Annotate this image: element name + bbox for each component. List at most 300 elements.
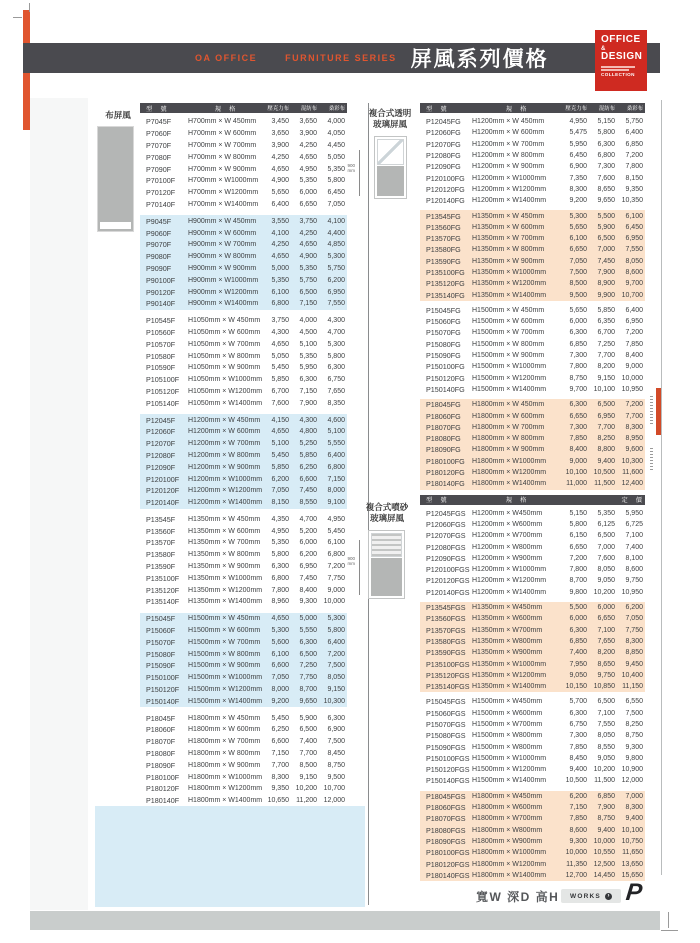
price-mulberry-cell: 9,800 [625, 754, 643, 762]
model-cell: P7080F [146, 152, 172, 162]
price-blend-cell: 9,400 [597, 826, 615, 834]
works-badge [561, 889, 621, 903]
price-group [140, 514, 347, 608]
vertical-caption-text [650, 448, 653, 472]
spec-cell: H1350mm × W700mm [472, 626, 543, 634]
spec-cell: H1500mm × W 900mm [472, 352, 545, 360]
price-mulberry-cell: 7,200 [625, 401, 643, 409]
spec-cell: H1800mm × W 450mm [472, 401, 545, 409]
spec-cell: H1800mm × W1400mm [472, 480, 547, 488]
model-cell: P120140F [146, 498, 180, 508]
table-row [420, 741, 645, 752]
spec-cell: H1500mm × W1400mm [472, 777, 547, 785]
logo-collection: COLLECTION [601, 72, 635, 78]
spec-cell: H1800mm × W 600mm [188, 726, 261, 734]
price-blend-cell: 6,000 [299, 189, 317, 197]
price-acrylic-cell: 10,500 [565, 777, 587, 785]
price-mulberry-cell: 7,200 [625, 152, 643, 160]
price-blend-cell: 6,650 [299, 200, 317, 208]
price-blend-cell: 9,900 [597, 291, 615, 299]
model-cell: P18080F [146, 749, 176, 759]
table-row [140, 199, 347, 211]
spec-cell: H1200mm × W 600mm [472, 129, 545, 137]
price-mulberry-cell: 10,900 [621, 766, 643, 774]
price-blend-cell: 9,650 [597, 197, 615, 205]
model-cell: P135100F [146, 573, 180, 583]
price-mulberry-cell: 10,000 [323, 598, 345, 606]
table-row [140, 497, 347, 509]
model-cell: P120100FGS [426, 565, 470, 575]
price-mulberry-cell: 9,450 [625, 660, 643, 668]
price-acrylic-cell: 6,750 [569, 720, 587, 728]
price-mulberry-cell: 4,450 [327, 141, 345, 149]
spec-cell: H1500mm × W1200mm [472, 374, 547, 382]
price-mulberry-cell: 8,600 [625, 566, 643, 574]
table-row [420, 116, 645, 127]
table-row [140, 672, 347, 684]
price-group [420, 696, 645, 786]
spec-cell: H1500mm × W 700mm [472, 329, 545, 337]
price-acrylic-cell: 5,850 [271, 376, 289, 384]
price-acrylic-cell: 5,100 [271, 440, 289, 448]
price-acrylic-cell: 6,250 [271, 726, 289, 734]
spec-cell: H1350mm × W 800mm [472, 246, 545, 254]
dimension-legend: 寬W 深D 高H [476, 890, 560, 904]
office-design-logo [595, 30, 647, 91]
price-acrylic-cell: 6,850 [569, 637, 587, 645]
price-blend-cell: 5,850 [299, 451, 317, 459]
table-row [140, 461, 347, 473]
price-blend-cell: 6,850 [597, 792, 615, 800]
price-mulberry-cell: 5,050 [327, 153, 345, 161]
table-row [420, 399, 645, 410]
model-cell: P12080FGS [426, 542, 466, 552]
model-cell: P10590F [146, 363, 176, 373]
col-list-price: 定 價 [621, 497, 643, 504]
table-row [140, 636, 347, 648]
table-row [140, 584, 347, 596]
table-row [140, 525, 347, 537]
model-cell: P12045FG [426, 117, 461, 127]
spec-cell: H1050mm × W1000mm [188, 376, 263, 384]
price-mulberry-cell: 15,650 [621, 871, 643, 879]
works-label: WORKS [570, 892, 601, 900]
price-blend-cell: 14,450 [593, 871, 615, 879]
model-cell: P135100FGS [426, 659, 470, 669]
price-blend-cell: 4,800 [299, 428, 317, 436]
table-row [420, 184, 645, 195]
table-row [140, 350, 347, 362]
price-blend-cell: 10,200 [593, 766, 615, 774]
price-blend-cell: 6,300 [597, 140, 615, 148]
col-model: 型 號 [426, 497, 448, 504]
price-mulberry-cell: 5,800 [327, 177, 345, 185]
price-blend-cell: 8,500 [299, 761, 317, 769]
spec-cell: H1500mm × W1200mm [472, 766, 547, 774]
spec-cell: H1350mm × W1400mm [472, 683, 547, 691]
price-acrylic-cell: 5,450 [271, 714, 289, 722]
col-mulberry: 桑彩布 [328, 106, 345, 112]
price-mulberry-cell: 6,400 [327, 451, 345, 459]
model-cell: P120140FGS [426, 587, 470, 597]
price-mulberry-cell: 6,950 [625, 318, 643, 326]
spec-cell: H1800mm × W450mm [472, 792, 543, 800]
spec-cell: H1350mm × W800mm [472, 637, 543, 645]
price-mulberry-cell: 10,400 [621, 671, 643, 679]
spec-cell: H700mm × W 450mm [188, 118, 257, 126]
spec-cell: H1350mm × W1000mm [472, 660, 547, 668]
table-row [140, 783, 347, 795]
price-acrylic-cell: 4,300 [271, 328, 289, 336]
model-cell: P120120FGS [426, 576, 470, 586]
price-acrylic-cell: 6,800 [271, 300, 289, 308]
price-blend-cell: 8,550 [299, 499, 317, 507]
price-acrylic-cell: 5,150 [569, 509, 587, 517]
table-row [140, 648, 347, 660]
price-blend-cell: 5,800 [597, 129, 615, 137]
price-mulberry-cell: 7,750 [327, 574, 345, 582]
price-group [140, 215, 347, 309]
frosted-glass-groups [420, 508, 645, 882]
table-row [140, 116, 347, 128]
spec-cell: H1500mm × W 450mm [188, 615, 261, 623]
model-cell: P18070F [146, 737, 176, 747]
model-cell: P13590FG [426, 256, 461, 266]
model-cell: P13560F [146, 526, 176, 536]
model-cell: P13560FGS [426, 614, 466, 624]
col-model: 型 號 [426, 105, 448, 113]
col-acrylic: 壓克力布 [267, 106, 289, 112]
price-acrylic-cell: 7,300 [569, 732, 587, 740]
frosted-pane [371, 533, 402, 557]
model-cell: P180100FG [426, 456, 465, 466]
price-acrylic-cell: 8,450 [569, 754, 587, 762]
price-acrylic-cell: 5,500 [569, 604, 587, 612]
price-blend-cell: 4,000 [299, 317, 317, 325]
price-mulberry-cell: 8,100 [625, 554, 643, 562]
table-row [420, 278, 645, 289]
spec-cell: H1050mm × W 450mm [188, 317, 261, 325]
price-mulberry-cell: 6,900 [327, 726, 345, 734]
model-cell: P70120F [146, 188, 176, 198]
price-blend-cell: 10,000 [593, 837, 615, 845]
price-mulberry-cell: 6,850 [625, 140, 643, 148]
price-acrylic-cell: 7,850 [569, 435, 587, 443]
price-mulberry-cell: 9,500 [327, 773, 345, 781]
price-blend-cell: 10,100 [593, 385, 615, 393]
model-cell: P15060FG [426, 317, 461, 327]
price-mulberry-cell: 5,300 [327, 253, 345, 261]
price-acrylic-cell: 12,700 [565, 871, 587, 879]
price-acrylic-cell: 6,000 [569, 615, 587, 623]
table-row [140, 549, 347, 561]
price-blend-cell: 7,900 [597, 269, 615, 276]
spec-cell: H1200mm × W1000mm [472, 174, 547, 182]
price-mulberry-cell: 5,800 [327, 352, 345, 360]
price-blend-cell: 6,600 [299, 475, 317, 483]
spec-cell: H1800mm × W1000mm [472, 457, 547, 465]
model-cell: P135140FGS [426, 682, 470, 692]
p-brand-logo: P [624, 879, 644, 906]
price-acrylic-cell: 8,300 [569, 185, 587, 193]
price-mulberry-cell: 5,750 [327, 264, 345, 272]
spec-cell: H1200mm × W 700mm [472, 140, 545, 148]
table-row [140, 227, 347, 239]
price-mulberry-cell: 9,400 [625, 815, 643, 823]
price-mulberry-cell: 8,400 [625, 352, 643, 360]
model-cell: P12045F [146, 415, 176, 425]
price-blend-cell: 7,900 [299, 399, 317, 407]
price-acrylic-cell: 7,300 [569, 423, 587, 431]
table-row [420, 647, 645, 658]
model-cell: P18090FG [426, 445, 461, 455]
spec-cell: H1800mm × W1200mm [472, 469, 547, 477]
price-acrylic-cell: 10,000 [565, 849, 587, 857]
model-cell: P18080FGS [426, 825, 466, 835]
clear-glass-screen-illustration [374, 136, 407, 199]
price-blend-cell: 6,300 [299, 376, 317, 384]
table-row [420, 624, 645, 635]
price-mulberry-cell: 8,150 [625, 174, 643, 182]
spec-cell: H1800mm × W800mm [472, 826, 543, 834]
price-blend-cell: 7,450 [299, 487, 317, 495]
spec-cell: H1350mm × W1000mm [188, 574, 263, 582]
price-blend-cell: 11,500 [594, 480, 615, 488]
table-row [140, 795, 347, 807]
spec-cell: H1500mm × W800mm [472, 732, 543, 740]
table-row [420, 456, 645, 467]
spec-cell: H1500mm × W1000mm [188, 674, 263, 682]
spec-cell: H1200mm × W700mm [472, 532, 543, 540]
price-acrylic-cell: 6,100 [569, 235, 587, 243]
price-blend-cell: 3,650 [299, 118, 317, 126]
price-acrylic-cell: 5,650 [569, 306, 587, 314]
model-cell: P12060FG [426, 128, 461, 138]
price-mulberry-cell: 10,100 [621, 826, 643, 834]
price-mulberry-cell: 8,000 [327, 487, 345, 495]
model-cell: P7045F [146, 117, 172, 127]
model-cell: P10560F [146, 327, 176, 337]
price-acrylic-cell: 5,800 [569, 520, 587, 528]
price-blend-cell: 4,900 [299, 253, 317, 261]
price-mulberry-cell: 8,750 [625, 732, 643, 740]
price-blend-cell: 4,950 [299, 165, 317, 173]
spec-cell: H1200mm × W1200mm [472, 185, 547, 193]
price-mulberry-cell: 7,200 [625, 329, 643, 337]
model-cell: P9070F [146, 240, 172, 250]
price-mulberry-cell: 8,850 [625, 649, 643, 657]
price-acrylic-cell: 7,500 [569, 269, 587, 276]
model-cell: P12080FG [426, 151, 461, 161]
price-blend-cell: 8,250 [597, 435, 615, 443]
price-acrylic-cell: 4,100 [271, 229, 289, 237]
col-blend: 混紡布 [598, 106, 615, 112]
price-acrylic-cell: 5,350 [271, 276, 289, 284]
table-row [420, 467, 645, 478]
price-blend-cell: 8,800 [597, 446, 615, 454]
table-row [420, 613, 645, 624]
table-row [420, 587, 645, 598]
table-row [140, 128, 347, 140]
table-row [140, 736, 347, 748]
model-cell: P12070F [146, 439, 176, 449]
price-group [140, 116, 347, 210]
price-blend-cell: 6,500 [597, 698, 615, 706]
price-blend-cell: 7,600 [597, 174, 615, 182]
table-row [420, 410, 645, 421]
table-row [140, 684, 347, 696]
price-mulberry-cell: 5,550 [327, 440, 345, 448]
price-blend-cell: 11,500 [594, 777, 615, 785]
spec-cell: H1350mm × W1000mm [472, 269, 547, 276]
price-mulberry-cell: 11,600 [622, 469, 643, 477]
table-row [140, 215, 347, 227]
spec-cell: H1200mm × W450mm [472, 509, 543, 517]
price-mulberry-cell: 10,950 [621, 588, 643, 596]
spec-cell: H1500mm × W1000mm [472, 754, 547, 762]
table-row [420, 384, 645, 395]
price-mulberry-cell: 4,700 [327, 328, 345, 336]
spec-cell: H1350mm × W 800mm [188, 551, 261, 559]
price-blend-cell: 6,500 [299, 650, 317, 658]
table-row [420, 233, 645, 244]
table-row [140, 140, 347, 152]
spec-cell: H1200mm × W1400mm [188, 499, 263, 507]
price-blend-cell: 8,200 [597, 649, 615, 657]
price-group [420, 602, 645, 692]
table-row [420, 764, 645, 775]
price-blend-cell: 4,650 [299, 153, 317, 161]
price-mulberry-cell: 5,750 [625, 118, 643, 126]
table-row [420, 813, 645, 824]
spec-cell: H1500mm × W 800mm [472, 340, 545, 348]
price-group [140, 613, 347, 707]
spec-cell: H1350mm × W600mm [472, 615, 543, 623]
model-cell: P90100F [146, 275, 176, 285]
spec-cell: H1200mm × W1400mm [472, 588, 547, 596]
price-acrylic-cell: 9,400 [569, 766, 587, 774]
price-acrylic-cell: 8,000 [271, 686, 289, 694]
model-cell: P10570F [146, 339, 176, 349]
price-mulberry-cell: 7,500 [327, 662, 345, 670]
price-group [140, 315, 347, 409]
model-cell: P12070FGS [426, 531, 466, 541]
price-group [420, 791, 645, 881]
table-row [420, 478, 645, 489]
table-header-frosted [420, 495, 645, 505]
price-mulberry-cell: 12,000 [323, 797, 345, 805]
spec-cell: H700mm × W 700mm [188, 141, 257, 149]
price-acrylic-cell: 6,300 [569, 626, 587, 634]
model-cell: P15080FGS [426, 731, 466, 741]
price-acrylic-cell: 10,100 [565, 469, 587, 477]
price-blend-cell: 7,600 [597, 554, 615, 562]
price-blend-cell: 5,900 [597, 223, 615, 231]
price-acrylic-cell: 6,100 [271, 650, 289, 658]
table-row [420, 708, 645, 719]
price-mulberry-cell: 4,050 [327, 130, 345, 138]
crop-mark [668, 912, 669, 928]
table-row [420, 422, 645, 433]
price-mulberry-cell: 6,800 [327, 463, 345, 471]
price-blend-cell: 11,200 [296, 797, 317, 805]
table-row [420, 730, 645, 741]
price-acrylic-cell: 6,650 [569, 412, 587, 420]
price-mulberry-cell: 5,450 [327, 527, 345, 535]
price-acrylic-cell: 10,150 [565, 683, 587, 691]
price-acrylic-cell: 4,650 [271, 165, 289, 173]
table-row [140, 712, 347, 724]
table-row [420, 681, 645, 692]
table-row [140, 263, 347, 275]
model-cell: P15070F [146, 637, 176, 647]
table-header [420, 103, 645, 113]
table-row [420, 553, 645, 564]
price-blend-cell: 7,150 [299, 387, 317, 395]
price-acrylic-cell: 8,500 [569, 280, 587, 288]
model-cell: P135100FG [426, 268, 465, 277]
price-acrylic-cell: 5,700 [569, 698, 587, 706]
table-row [140, 187, 347, 199]
price-blend-cell: 5,350 [299, 264, 317, 272]
empty-tint-block [95, 806, 365, 907]
price-group [420, 508, 645, 598]
table-row [420, 172, 645, 183]
price-acrylic-cell: 3,550 [271, 217, 289, 225]
model-cell: P90120F [146, 287, 176, 297]
price-mulberry-cell: 9,600 [625, 446, 643, 454]
price-mulberry-cell: 7,750 [625, 626, 643, 634]
price-mulberry-cell: 7,700 [625, 412, 643, 420]
model-cell: P18090F [146, 760, 176, 770]
model-cell: P15080F [146, 649, 176, 659]
table-row [140, 426, 347, 438]
price-blend-cell: 5,200 [299, 527, 317, 535]
model-cell: P18060FG [426, 411, 461, 421]
price-mulberry-cell: 7,000 [625, 792, 643, 800]
works-arrow-icon: › [605, 893, 612, 900]
price-mulberry-cell: 7,500 [327, 738, 345, 746]
model-cell: P150100FGS [426, 753, 470, 763]
price-mulberry-cell: 6,950 [327, 288, 345, 296]
price-acrylic-cell: 6,200 [271, 475, 289, 483]
price-blend-cell: 10,550 [593, 849, 615, 857]
table-row [420, 289, 645, 300]
model-cell: P13590F [146, 562, 176, 572]
price-blend-cell: 8,650 [597, 660, 615, 668]
spec-cell: H1050mm × W 700mm [188, 340, 261, 348]
spec-cell: H1050mm × W 600mm [188, 328, 261, 336]
price-acrylic-cell: 4,950 [271, 527, 289, 535]
spec-cell: H1800mm × W 900mm [188, 761, 261, 769]
header-band [23, 43, 660, 73]
price-mulberry-cell: 10,300 [323, 697, 345, 705]
price-blend-cell: 6,200 [299, 551, 317, 559]
price-mulberry-cell: 9,100 [327, 499, 345, 507]
price-blend-cell: 5,550 [299, 627, 317, 635]
table-row [140, 625, 347, 637]
table-row [140, 450, 347, 462]
price-acrylic-cell: 6,400 [271, 200, 289, 208]
spec-cell: H1800mm × W1400mm [188, 797, 263, 805]
spec-cell: H1500mm × W1400mm [472, 385, 547, 393]
spec-cell: H1200mm × W 800mm [472, 152, 545, 160]
spec-cell: H1200mm × W1400mm [472, 197, 547, 205]
spec-cell: H1800mm × W1200mm [188, 785, 263, 793]
price-mulberry-cell: 9,750 [625, 577, 643, 585]
model-cell: P135140FG [426, 290, 465, 300]
price-group [140, 712, 347, 806]
